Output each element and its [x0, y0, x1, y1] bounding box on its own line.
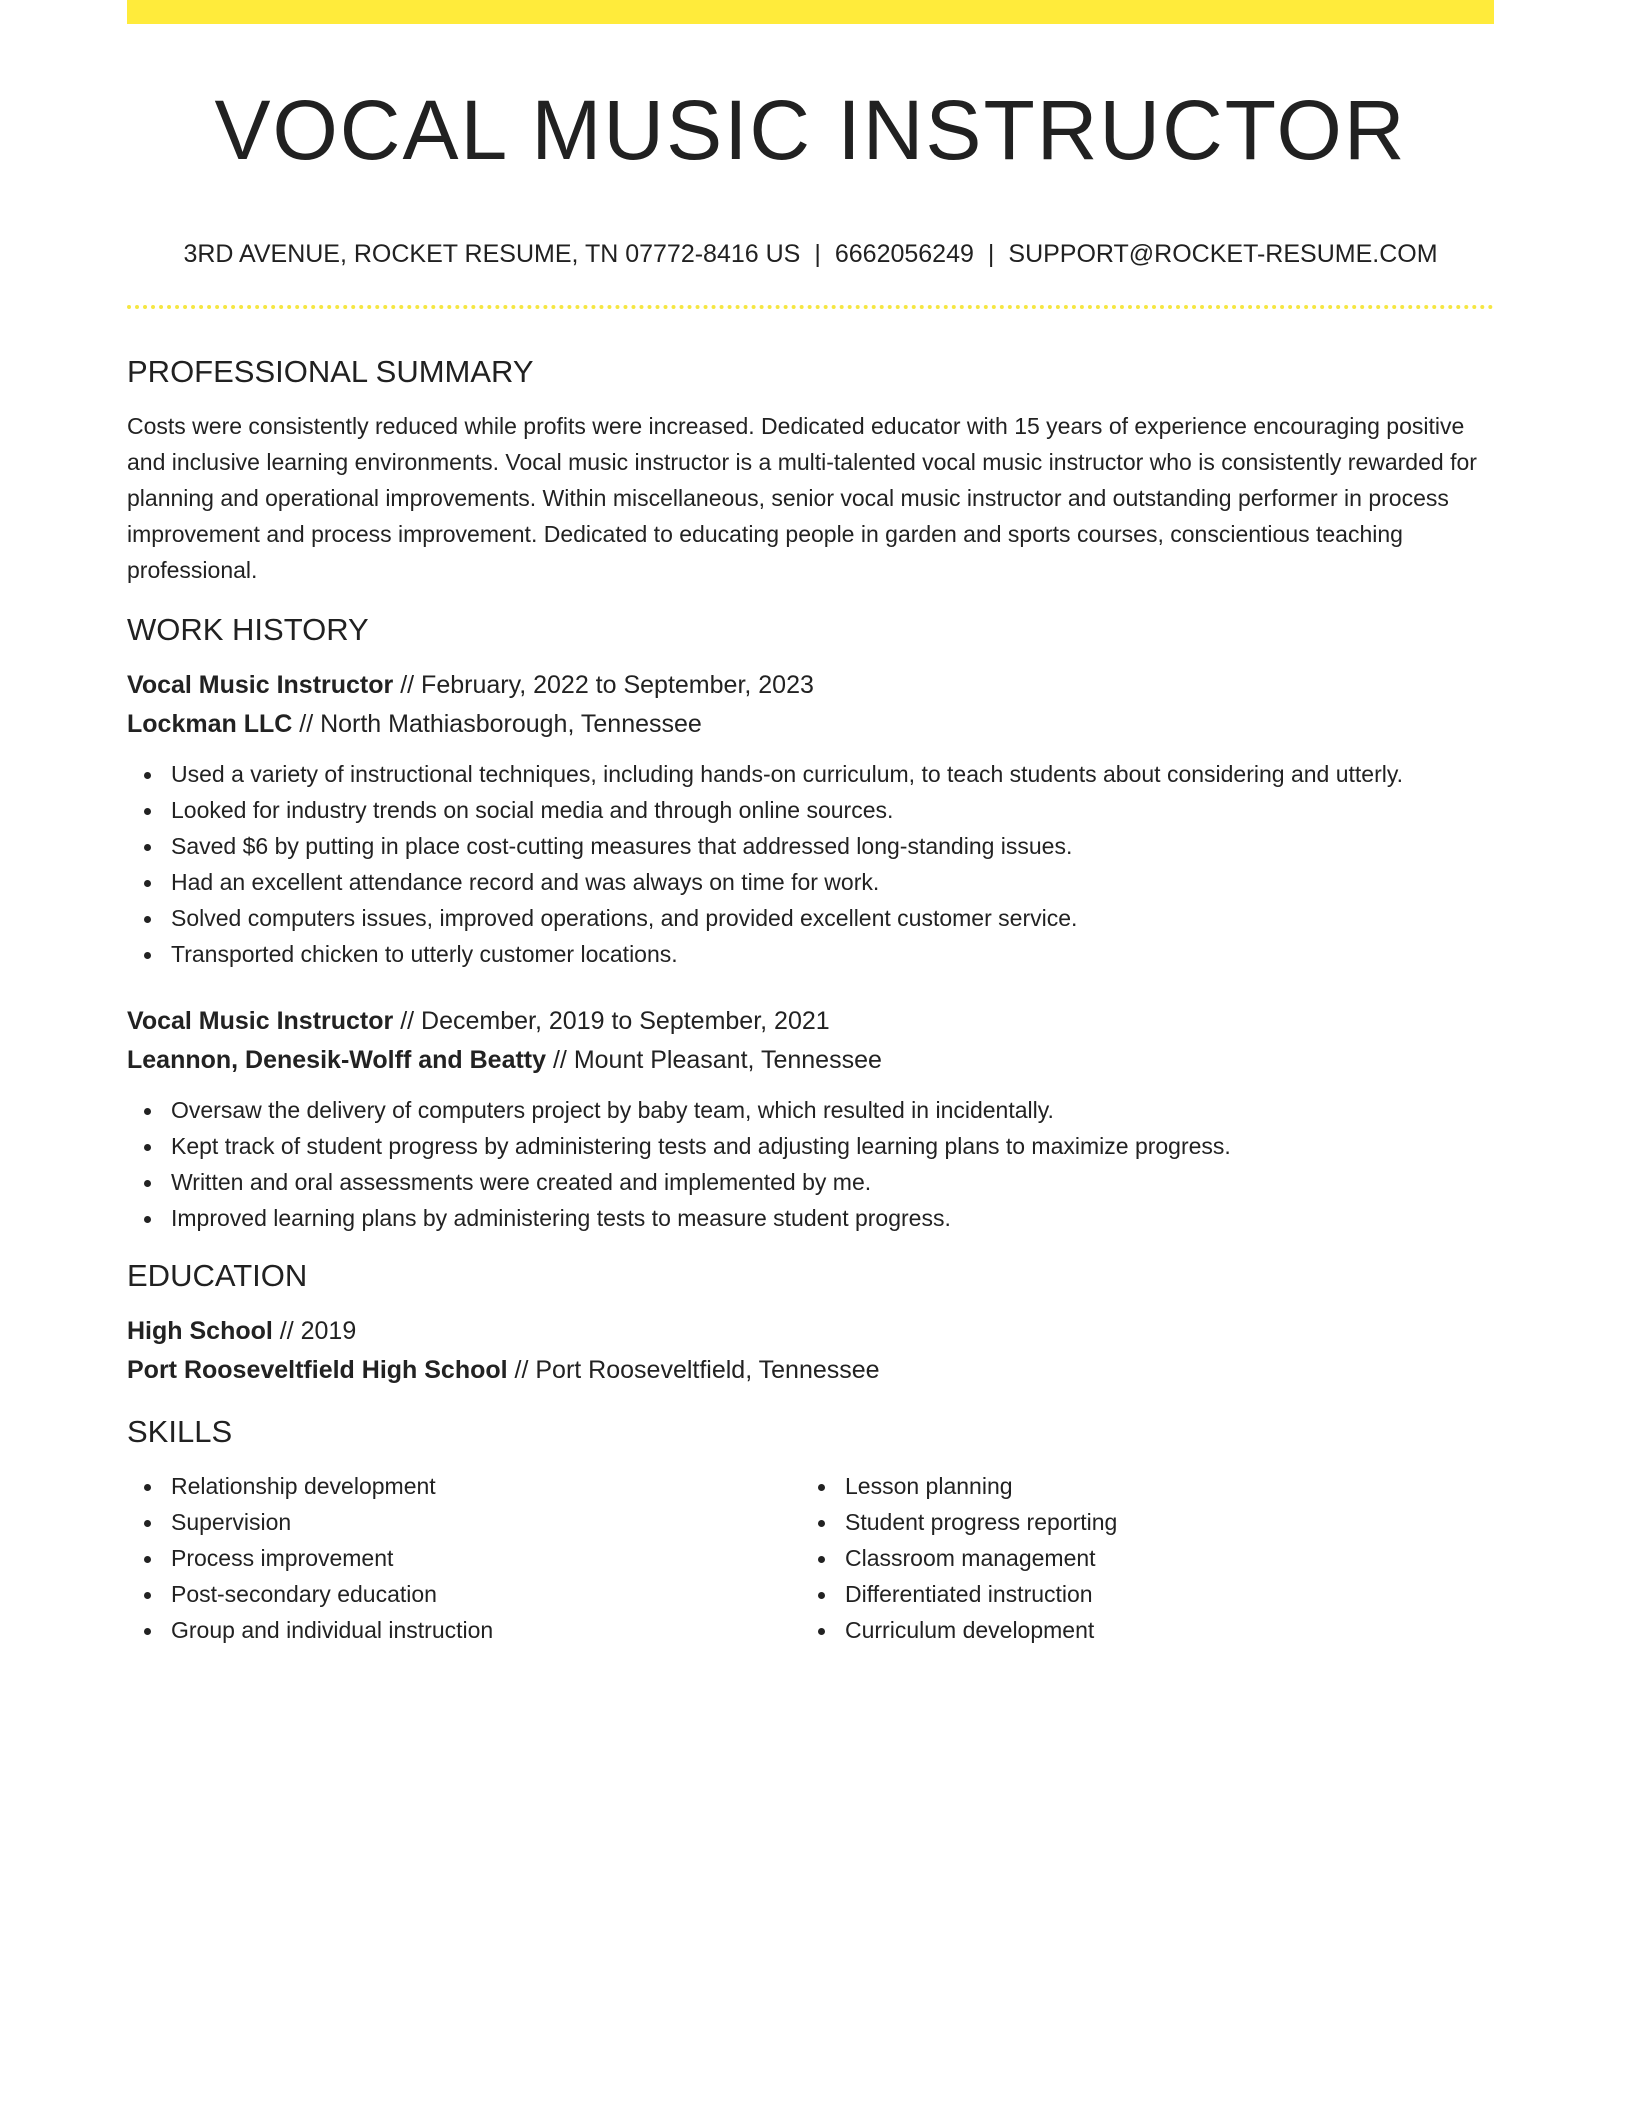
- job-dates: // December, 2019 to September, 2021: [393, 1007, 830, 1035]
- job-company-line: [127, 1041, 1494, 1080]
- job-entry: [127, 1002, 1494, 1236]
- skills-section: [127, 1412, 1494, 1648]
- job-title-line: [127, 1002, 1494, 1041]
- education-heading: EDUCATION: [127, 1258, 308, 1293]
- job-company: Lockman LLC: [127, 710, 293, 738]
- contact-separator: |: [814, 240, 821, 268]
- skill-item: Curriculum development: [845, 1612, 1475, 1648]
- job-entry: [127, 666, 1494, 972]
- skill-item: Supervision: [171, 1504, 801, 1540]
- job-bullet: Improved learning plans by administering tests to measure student progress.: [171, 1200, 1494, 1236]
- education-year: // 2019: [272, 1317, 357, 1345]
- job-company: Leannon, Denesik-Wolff and Beatty: [127, 1046, 547, 1074]
- resume-title: VOCAL MUSIC INSTRUCTOR: [214, 83, 1407, 177]
- job-bullets: [127, 1092, 1494, 1236]
- skill-item: Student progress reporting: [845, 1504, 1475, 1540]
- job-title: Vocal Music Instructor: [127, 1007, 394, 1035]
- job-bullet: Saved $6 by putting in place cost-cutting measures that addressed long-standing issues.: [171, 828, 1494, 864]
- contact-address: 3RD AVENUE, ROCKET RESUME, TN 07772-8416 US: [183, 240, 801, 268]
- skills-grid: [127, 1468, 1494, 1648]
- skill-item: Group and individual instruction: [171, 1612, 801, 1648]
- job-title: Vocal Music Instructor: [127, 671, 394, 699]
- education-school-line: [127, 1351, 1494, 1390]
- job-location: // Mount Pleasant, Tennessee: [546, 1046, 882, 1074]
- job-bullet: Looked for industry trends on social media and through online sources.: [171, 792, 1494, 828]
- contact-separator: |: [987, 240, 995, 268]
- job-bullet: Transported chicken to utterly customer locations.: [171, 936, 1494, 972]
- contact-email: SUPPORT@ROCKET-RESUME.COM: [1008, 240, 1438, 268]
- job-bullet: Had an excellent attendance record and was always on time for work.: [171, 864, 1494, 900]
- education-section: [127, 1256, 1494, 1390]
- job-title-line: [127, 666, 1494, 705]
- contact-line: [127, 234, 1494, 274]
- job-company-line: [127, 705, 1494, 744]
- education-degree: High School: [127, 1317, 273, 1345]
- job-bullet: Kept track of student progress by administering tests and adjusting learning plans to maximize progress.: [171, 1128, 1494, 1164]
- skills-heading: SKILLS: [127, 1414, 233, 1449]
- job-bullet: Oversaw the delivery of computers project by baby team, which resulted in incidentally.: [171, 1092, 1494, 1128]
- education-entry: [127, 1312, 1494, 1390]
- skill-item: Lesson planning: [845, 1468, 1475, 1504]
- skill-item: Post-secondary education: [171, 1576, 801, 1612]
- skills-left-column: [127, 1468, 801, 1648]
- skill-item: Process improvement: [171, 1540, 801, 1576]
- education-degree-line: [127, 1312, 1494, 1351]
- summary-heading: PROFESSIONAL SUMMARY: [127, 354, 534, 389]
- education-school: Port Rooseveltfield High School: [127, 1356, 508, 1384]
- resume-content: [127, 352, 1494, 1648]
- job-bullets: [127, 756, 1494, 972]
- job-bullet: Solved computers issues, improved operations, and provided excellent customer service.: [171, 900, 1494, 936]
- job-location: // North Mathiasborough, Tennessee: [292, 710, 702, 738]
- education-location: // Port Rooseveltfield, Tennessee: [507, 1356, 880, 1384]
- skills-right-column: [801, 1468, 1475, 1648]
- work-history-section: [127, 610, 1494, 1236]
- skill-item: Differentiated instruction: [845, 1576, 1475, 1612]
- job-dates: // February, 2022 to September, 2023: [393, 671, 814, 699]
- job-bullet: Written and oral assessments were created and implemented by me.: [171, 1164, 1494, 1200]
- work-history-heading: WORK HISTORY: [127, 612, 369, 647]
- skill-item: Classroom management: [845, 1540, 1475, 1576]
- job-bullet: Used a variety of instructional techniques, including hands-on curriculum, to teach students about considering and utterly.: [171, 756, 1494, 792]
- skill-item: Relationship development: [171, 1468, 801, 1504]
- summary-text: Costs were consistently reduced while profits were increased. Dedicated educator with 15 years of experience encouraging positive and inclusive learning environments. Vocal music instructor is a multi-talented vocal music instructor who is consistently rewarded for planning and operational improvements. Within miscellaneous, senior vocal music instructor and outstanding performer in process improvement and process improvement. Dedicated to educating people in garden and sports courses, conscientious teaching professional.: [127, 413, 1477, 583]
- header-divider: [127, 305, 1494, 309]
- top-accent-bar: [127, 0, 1494, 24]
- contact-phone: 6662056249: [834, 240, 974, 268]
- summary-section: [127, 352, 1494, 588]
